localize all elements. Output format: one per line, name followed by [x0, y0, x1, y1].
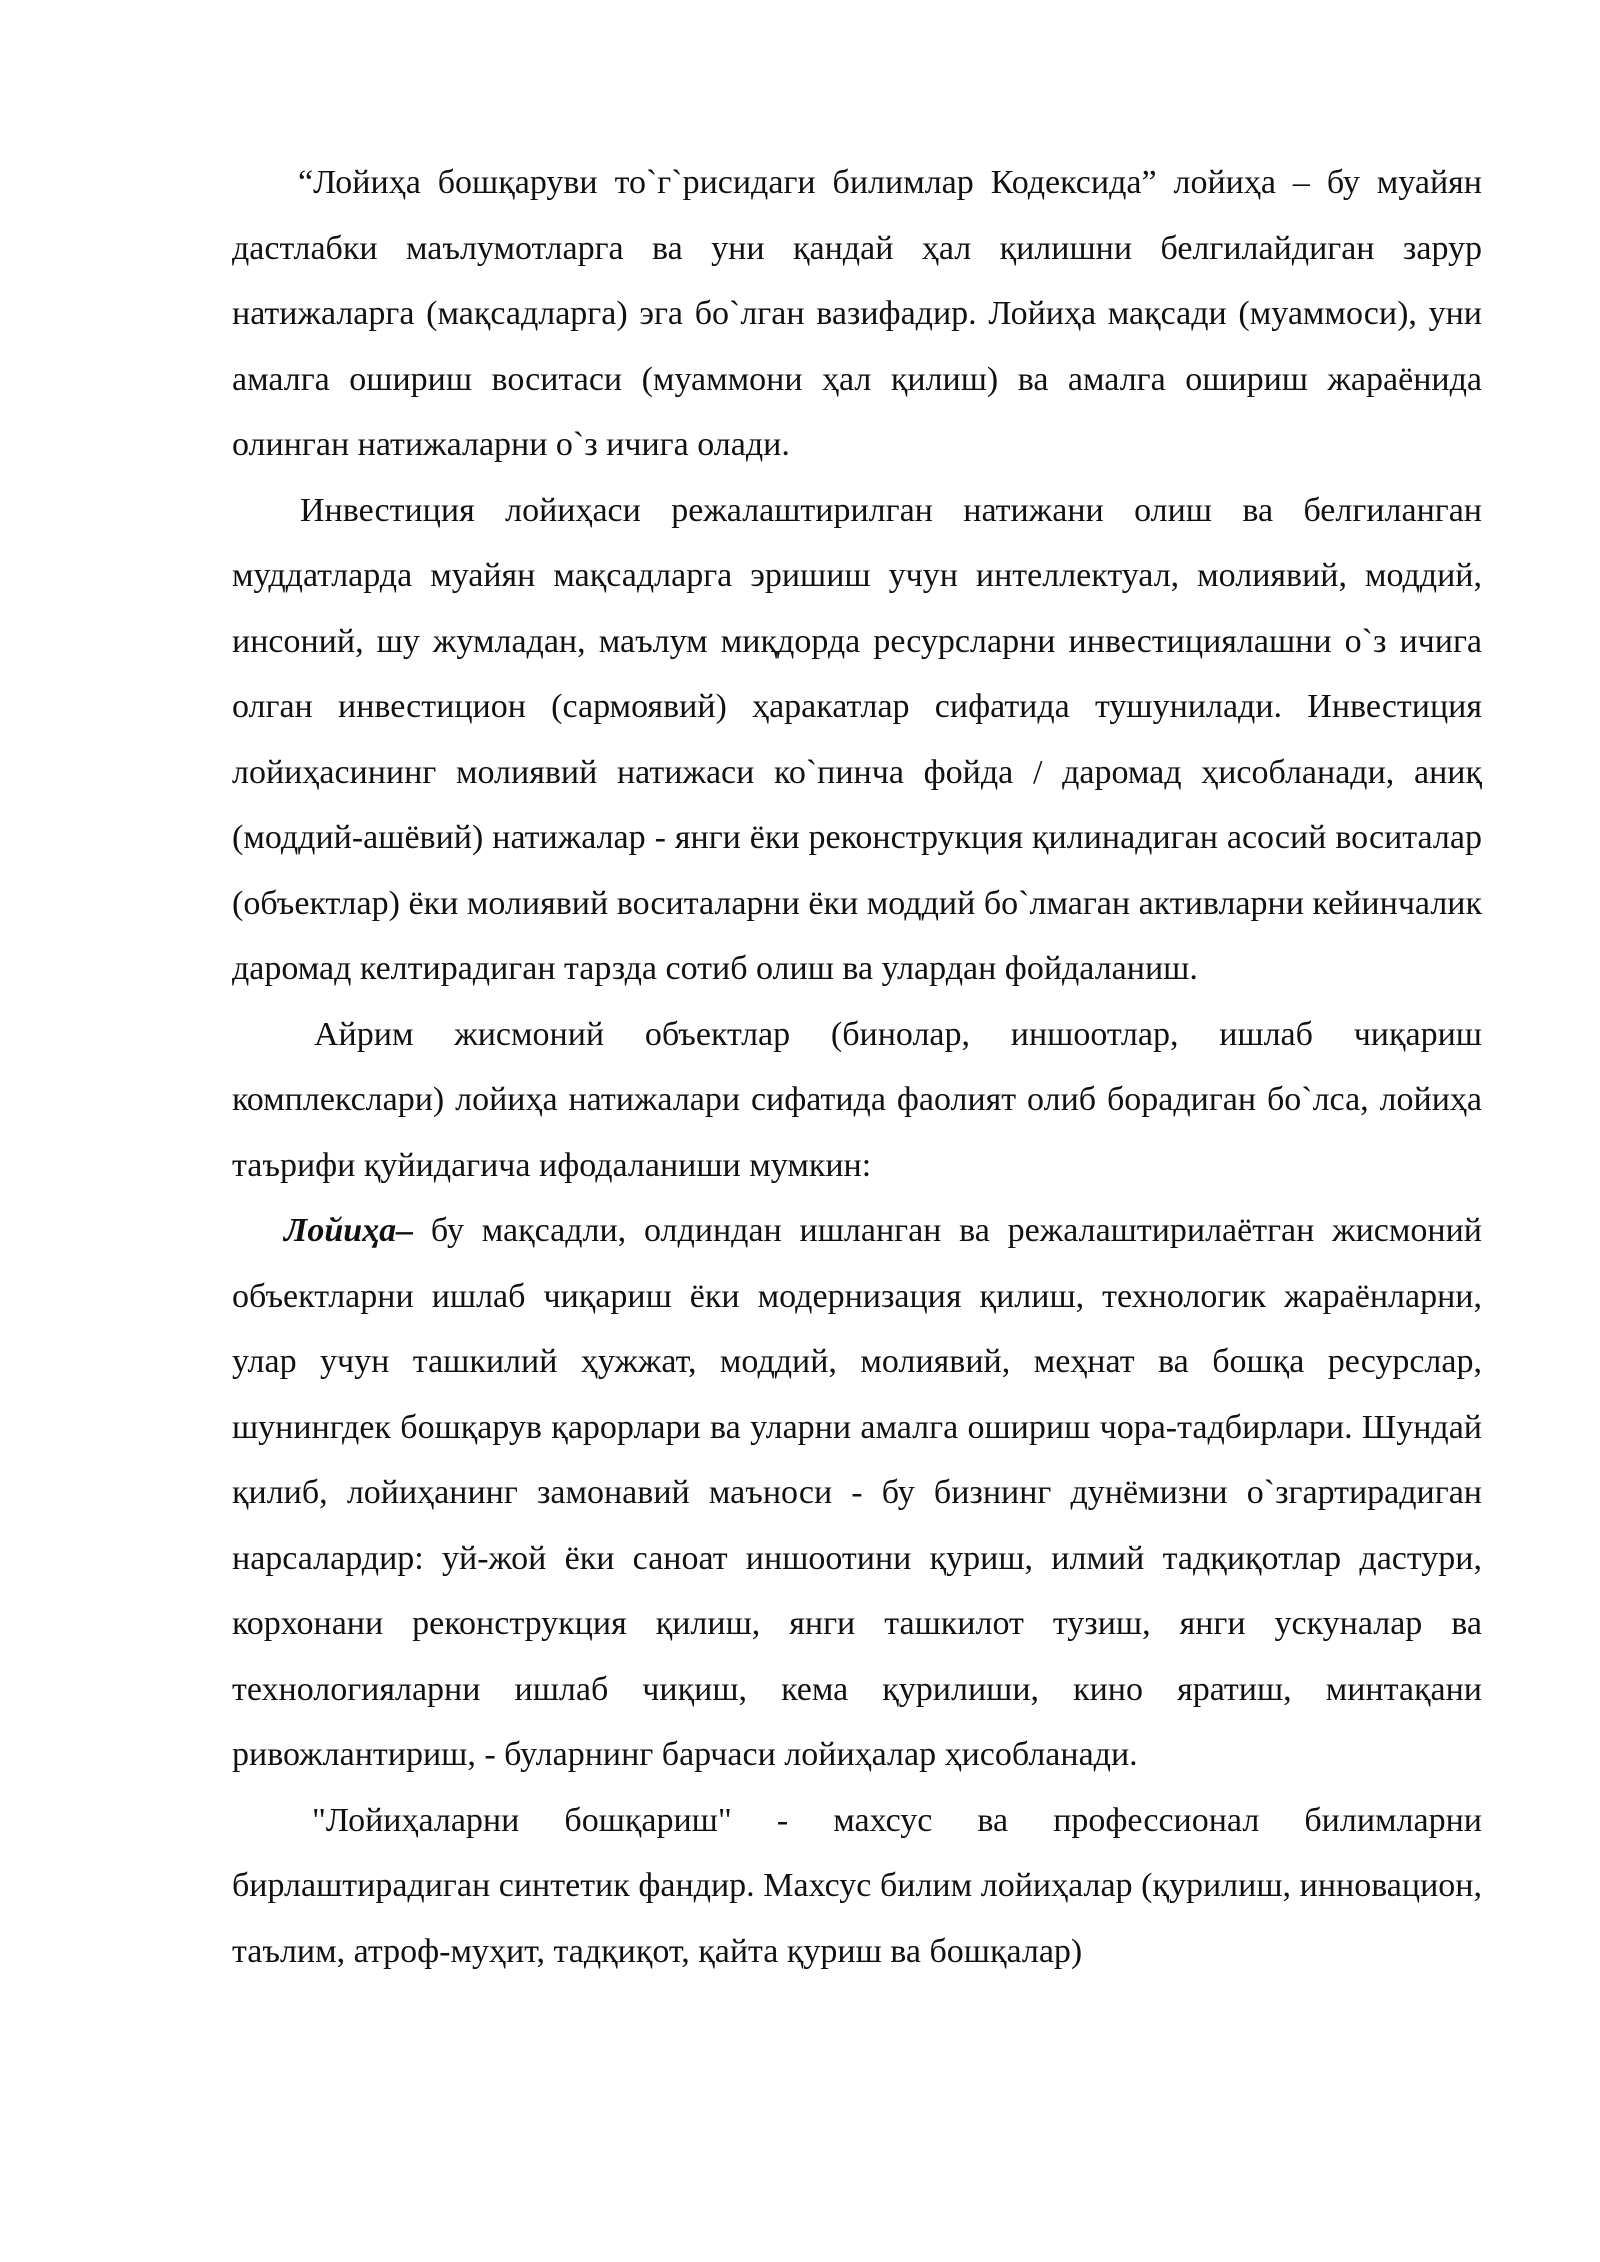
paragraph-text: Инвестиция лойиҳаси режалаштирилган натижани олиш ва белгиланган муддатларда муайян мақсадларга эришиш учун интеллектуал, молиявий, моддий, инсоний, шу жумладан, маълум миқдорда ресурсларни инвестициялашни о`з ичига олган инвестицион (сармоявий) ҳаракатлар сифатида тушунилади. Инвестиция лойиҳасининг молиявий натижаси ко`пинча фойда / даромад ҳисобланади, аниқ (моддий-ашёвий) натижалар - янги ёки реконструкция қилинадиган асосий воситалар (объектлар) ёки молиявий воситаларни ёки моддий бо`лмаган активларни кейинчалик даромад келтирадиган тарзда сотиб олиш ва улардан фойдаланиш. [232, 491, 1482, 987]
document-page [232, 150, 1482, 1984]
paragraph-investment-project [232, 478, 1482, 1002]
paragraph-physical-objects [232, 1002, 1482, 1199]
paragraph-text: "Лойиҳаларни бошқариш" - махсус ва профессионал билимларни бирлаштирадиган синтетик фандир. Махсус билим лойиҳалар (қурилиш, инновацион, таълим, атроф-муҳит, тадқиқот, қайта қуриш ва бошқалар) [232, 1801, 1482, 1970]
paragraph-project-definition [232, 150, 1482, 478]
defined-term: Лойиҳа– [284, 1212, 414, 1249]
paragraph-text: бу мақсадли, олдиндан ишланган ва режалаштирилаётган жисмоний объектларни ишлаб чиқариш ёки модернизация қилиш, технологик жараёнларни, улар учун ташкилий ҳужжат, моддий, молиявий, меҳнат ва бошқа ресурслар, шунингдек бошқарув қарорлари ва уларни амалга ошириш чора-тадбирлари. Шундай қилиб, лойиҳанинг замонавий маъноси - бу бизнинг дунёмизни о`згартирадиган нарсалардир: уй-жой ёки саноат иншоотини қуриш, илмий тадқиқотлар дастури, корхонани реконструкция қилиш, янги ташкилот тузиш, янги ускуналар ва технологияларни ишлаб чиқиш, кема қурилиши, кино яратиш, минтақани ривожлантириш, - буларнинг барчаси лойиҳалар ҳисобланади. [232, 1212, 1482, 1773]
paragraph-project-term [232, 1198, 1482, 1788]
paragraph-text: Айрим жисмоний объектлар (бинолар, иншоотлар, ишлаб чиқариш комплекслари) лойиҳа натижалари сифатида фаолият олиб борадиган бо`лса, лойиҳа таърифи қуйидагича ифодаланиши мумкин: [232, 1015, 1482, 1184]
paragraph-text: “Лойиҳа бошқаруви то`г`рисидаги билимлар Кодексида” лойиҳа – бу муайян дастлабки маълумотларга ва уни қандай ҳал қилишни белгилайдиган зарур натижаларга (мақсадларга) эга бо`лган вазифадир. Лойиҳа мақсади (муаммоси), уни амалга ошириш воситаси (муаммони ҳал қилиш) ва амалга ошириш жараёнида олинган натижаларни о`з ичига олади. [232, 164, 1482, 463]
paragraph-project-management [232, 1788, 1482, 1985]
